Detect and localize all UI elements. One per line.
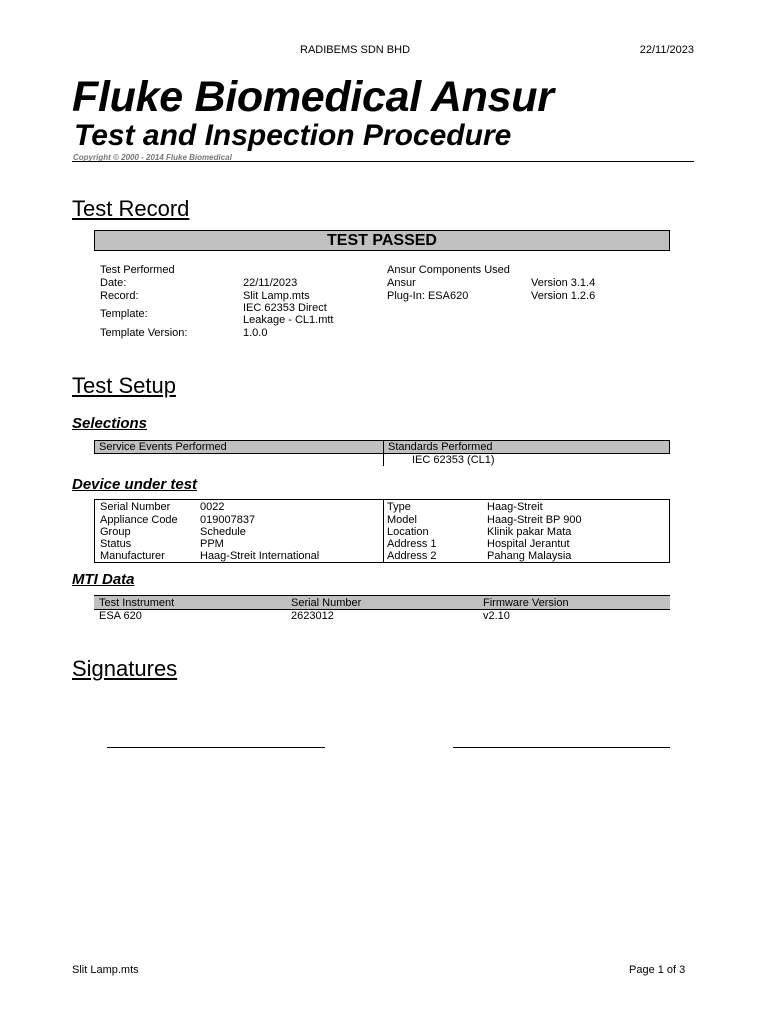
- device-field-value: Klinik pakar Mata: [487, 526, 572, 538]
- device-field-label: Serial Number: [100, 501, 171, 513]
- device-field-label: Manufacturer: [100, 550, 165, 562]
- column-header: Standards Performed: [384, 441, 670, 454]
- signatures-heading: Signatures: [72, 656, 178, 681]
- device-heading: Device under test: [72, 476, 198, 493]
- device-field-value: 0022: [200, 501, 225, 513]
- signature-line: [107, 747, 325, 748]
- column-header: Firmware Version: [483, 597, 569, 609]
- document-subtitle: Test and Inspection Procedure: [74, 119, 512, 152]
- column-header: Service Events Performed: [95, 441, 384, 454]
- copyright-notice: Copyright © 2000 - 2014 Fluke Biomedical: [73, 153, 232, 162]
- device-field-label: Location: [387, 526, 429, 538]
- standard-value: IEC 62353 (CL1): [412, 454, 495, 466]
- component-version: Version 3.1.4: [531, 277, 596, 289]
- test-result-banner: TEST PASSED: [94, 230, 670, 251]
- test-record-heading: Test Record: [72, 196, 190, 221]
- template-version-value: 1.0.0: [243, 327, 268, 339]
- selections-table: [94, 440, 670, 466]
- device-field-label: Appliance Code: [100, 514, 178, 526]
- device-field-value: PPM: [200, 538, 224, 550]
- device-field-label: Model: [387, 514, 417, 526]
- company-name: RADIBEMS SDN BHD: [300, 44, 411, 56]
- device-divider: [383, 500, 384, 562]
- mti-heading: MTI Data: [72, 571, 135, 588]
- components-heading: Ansur Components Used: [387, 264, 510, 276]
- mti-instrument: ESA 620: [99, 610, 142, 622]
- footer-page-number: Page 1 of 3: [629, 964, 686, 976]
- footer-filename: Slit Lamp.mts: [72, 964, 139, 976]
- test-performed-heading: Test Performed: [100, 264, 175, 276]
- test-setup-heading: Test Setup: [72, 373, 176, 398]
- record-value: Slit Lamp.mts: [243, 290, 310, 302]
- table-header-row: [95, 441, 670, 454]
- column-header: Serial Number: [291, 597, 362, 609]
- device-field-value: Haag-Streit: [487, 501, 543, 513]
- selections-heading: Selections: [72, 415, 148, 432]
- column-header: Test Instrument: [99, 597, 175, 609]
- title-rule: [72, 161, 694, 162]
- device-field-value: Pahang Malaysia: [487, 550, 572, 562]
- device-box: [94, 499, 670, 563]
- template-value: IEC 62353 Direct Leakage - CL1.mtt: [243, 302, 334, 326]
- date-value: 22/11/2023: [243, 277, 298, 289]
- mti-serial: 2623012: [291, 610, 334, 622]
- record-label: Record:: [100, 290, 139, 302]
- device-field-value: 019007837: [200, 514, 256, 526]
- device-field-value: Schedule: [200, 526, 246, 538]
- signature-line: [453, 747, 670, 748]
- component-name: Ansur: [387, 277, 416, 289]
- device-field-value: Hospital Jerantut: [487, 538, 570, 550]
- device-field-label: Status: [100, 538, 132, 550]
- component-name: Plug-In: ESA620: [387, 290, 469, 302]
- device-field-value: Haag-Streit International: [200, 550, 320, 562]
- table-row: [95, 454, 670, 467]
- header-date: 22/11/2023: [639, 44, 694, 56]
- date-label: Date:: [100, 277, 127, 289]
- device-field-value: Haag-Streit BP 900: [487, 514, 582, 526]
- template-version-label: Template Version:: [100, 327, 188, 339]
- document-title: Fluke Biomedical Ansur: [72, 73, 554, 121]
- mti-firmware: v2.10: [483, 610, 510, 622]
- device-field-label: Address 1: [387, 538, 437, 550]
- component-version: Version 1.2.6: [531, 290, 596, 302]
- template-label: Template:: [100, 308, 148, 320]
- mti-header-row: [94, 595, 670, 610]
- device-field-label: Group: [100, 526, 131, 538]
- device-field-label: Type: [387, 501, 411, 513]
- page-header: [72, 44, 694, 58]
- device-field-label: Address 2: [387, 550, 437, 562]
